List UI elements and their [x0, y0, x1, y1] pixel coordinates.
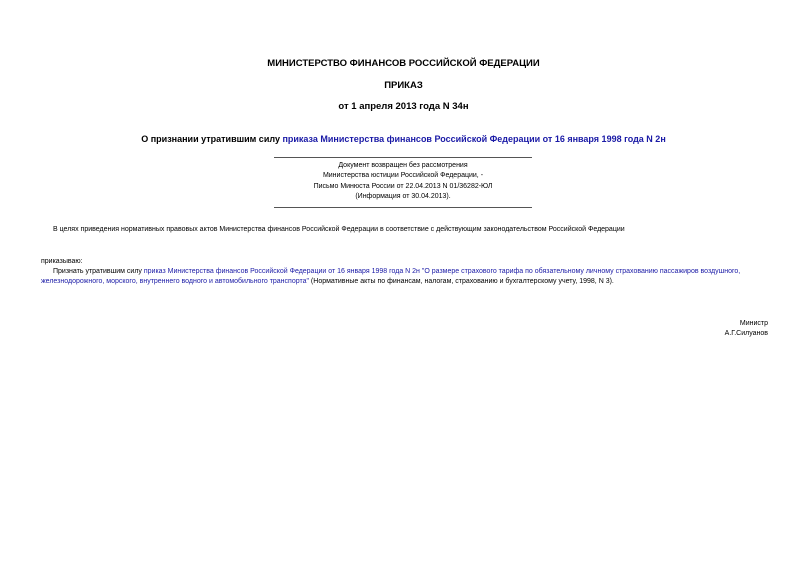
notice-line: Министерства юстиции Российской Федерации, -: [322, 172, 484, 180]
purpose-paragraph: В целях приведения нормативных правовых актов Министерства финансов Российской Федерации в соответствие с действующим законодательством Российской Федерации: [53, 226, 625, 233]
signature-position: Министр: [739, 320, 768, 327]
signature-name: А.Г.Силуанов: [724, 330, 768, 338]
notice-line: (Информация от 30.04.2013).: [355, 193, 451, 201]
title-prefix: О признании утратившим силу: [141, 134, 283, 144]
order-heading: ПРИКАЗ: [384, 80, 423, 91]
order-clause-line-1: [53, 267, 740, 277]
title-link[interactable]: приказа Министерства финансов Российской Федерации от 16 января 1998 года N 2н: [282, 134, 666, 144]
ministry-name: МИНИСТЕРСТВО ФИНАНСОВ РОССИЙСКОЙ ФЕДЕРАЦИИ: [267, 58, 540, 69]
clause-suffix: (Нормативные акты по финансам, налогам, страхованию и бухгалтерскому учету, 1998, N 3).: [308, 278, 614, 285]
order-clause-line-2: [41, 277, 614, 287]
order-link[interactable]: приказ Министерства финансов Российской Федерации от 16 января 1998 года N 2н "О размере страхового тарифа по обязательному личному страхованию пассажиров воздушного,: [143, 268, 741, 275]
notice-line: Письмо Минюста России от 22.04.2013 N 01/36282-ЮЛ: [313, 182, 493, 190]
signature-block: [725, 319, 768, 340]
document-title: [0, 133, 807, 145]
notice-box: [274, 157, 532, 208]
order-link-continued[interactable]: железнодорожного, морского, внутреннего водного и автомобильного транспорта": [41, 278, 309, 285]
clause-prefix: Признать утратившим силу: [53, 268, 144, 275]
order-date: от 1 апреля 2013 года N 34н: [338, 101, 469, 112]
order-verb: приказываю:: [41, 258, 83, 265]
notice-line: Документ возвращен без рассмотрения: [338, 162, 468, 169]
